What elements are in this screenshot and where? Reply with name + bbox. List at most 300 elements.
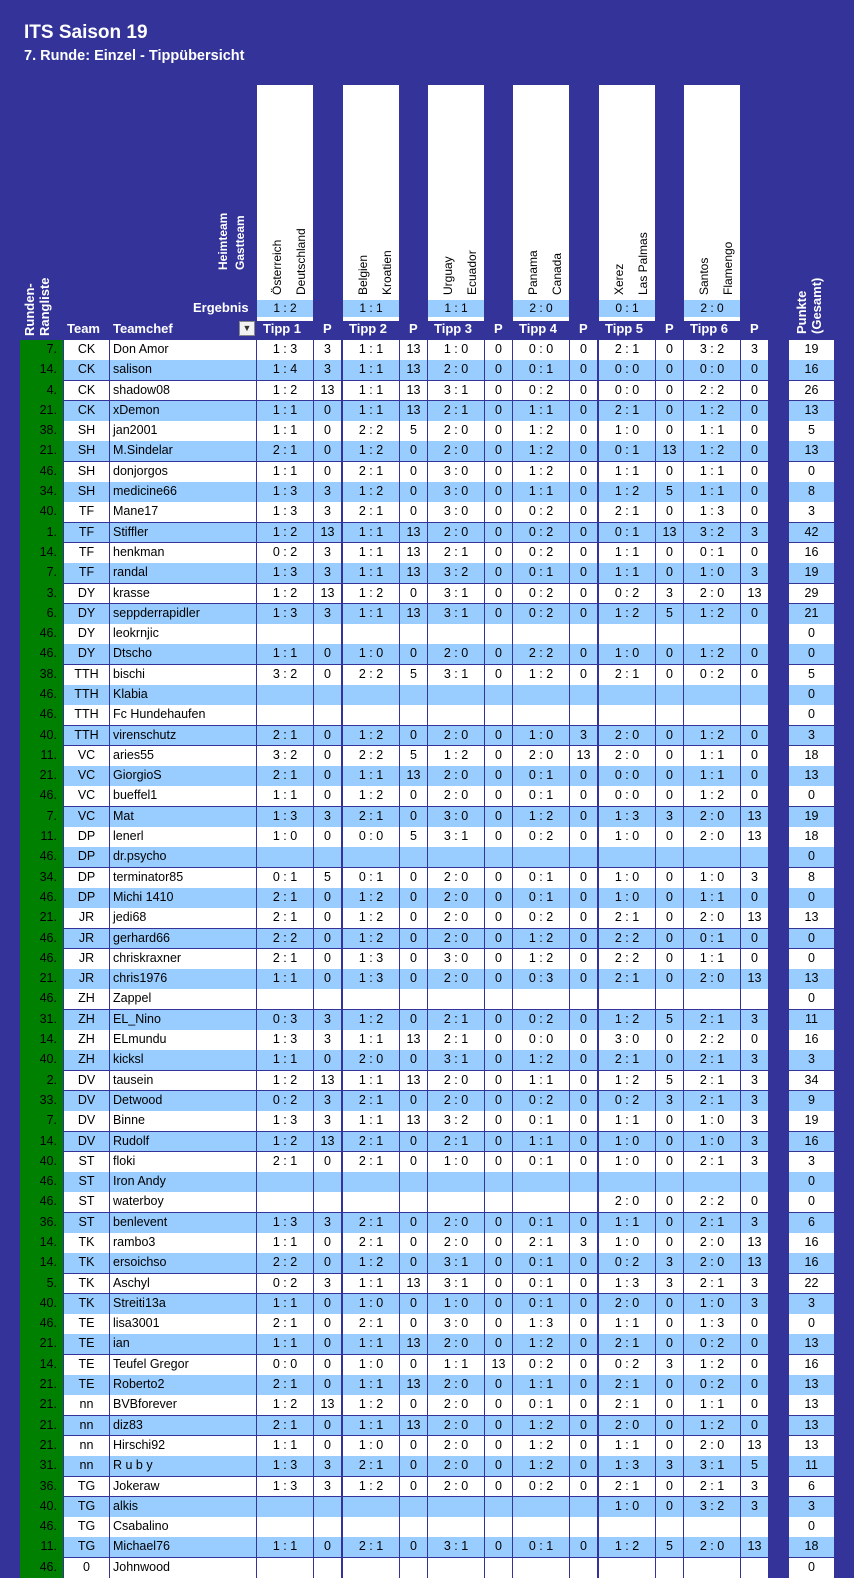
total-points-cell: 34 [789, 1071, 834, 1091]
tipp-cell: 3 : 1 [428, 665, 484, 685]
tipp-cell: 0 : 2 [257, 543, 313, 563]
rank-cell: 21. [39, 1336, 57, 1351]
teamchef-cell: Jokeraw [110, 1477, 256, 1497]
points-cell: 0 [570, 360, 597, 380]
points-cell [485, 705, 512, 725]
tipp-cell: 1 : 2 [599, 1010, 655, 1030]
teamchef-cell: Michael76 [110, 1537, 256, 1557]
points-cell: 0 [570, 969, 597, 989]
points-cell: 0 [485, 482, 512, 502]
tipp-cell: 0 : 1 [513, 360, 569, 380]
points-cell: 5 [400, 746, 427, 766]
tipp-cell [428, 705, 484, 725]
tipp-cell [343, 1517, 399, 1537]
points-cell: 0 [656, 360, 683, 380]
teamchef-cell: lenerl [110, 827, 256, 847]
points-cell: 0 [400, 786, 427, 806]
points-cell: 0 [485, 644, 512, 664]
points-cell [570, 847, 597, 867]
rank-cell: 36. [39, 1214, 57, 1229]
tipp-cell: 3 : 0 [428, 482, 484, 502]
table-row [0, 766, 854, 786]
points-cell [400, 705, 427, 725]
points-cell: 0 [485, 462, 512, 482]
total-points-cell: 11 [789, 1456, 834, 1476]
points-cell: 0 [656, 502, 683, 522]
tipp-cell: 2 : 0 [428, 929, 484, 949]
points-cell: 3 [741, 1213, 768, 1233]
points-cell: 13 [741, 1537, 768, 1557]
team-cell: JR [64, 969, 109, 989]
rank-cell: 46. [39, 626, 57, 641]
tipp-cell: 1 : 2 [599, 482, 655, 502]
tipp-cell: 1 : 0 [599, 1233, 655, 1253]
points-cell: 0 [741, 949, 768, 969]
tipp-cell: 1 : 0 [343, 1355, 399, 1375]
points-cell [485, 1517, 512, 1537]
total-points-cell: 8 [789, 868, 834, 888]
tipp-cell: 0 : 0 [513, 1030, 569, 1050]
tipp-cell: 1 : 1 [343, 1416, 399, 1436]
rank-cell: 38. [39, 666, 57, 681]
tipp-cell: 1 : 1 [343, 340, 399, 360]
points-cell: 3 [314, 563, 341, 583]
tipp-cell: 1 : 0 [599, 868, 655, 888]
points-cell: 3 [741, 1274, 768, 1294]
points-cell: 0 [656, 746, 683, 766]
tipp-cell: 2 : 0 [428, 523, 484, 543]
tipp-cell: 1 : 2 [513, 1334, 569, 1354]
teamchef-cell: krasse [110, 584, 256, 604]
points-cell [741, 989, 768, 1009]
team-cell: JR [64, 929, 109, 949]
table-row [0, 1436, 854, 1456]
tipp-header: Tipp 2 [349, 321, 388, 336]
points-cell: 0 [485, 1132, 512, 1152]
rank-cell: 46. [39, 1519, 57, 1534]
points-cell: 0 [570, 482, 597, 502]
points-cell: 0 [485, 1030, 512, 1050]
points-cell: 3 [314, 1274, 341, 1294]
points-cell: 13 [314, 584, 341, 604]
tipp-cell [513, 1172, 569, 1192]
teamchef-cell: ian [110, 1334, 256, 1354]
tipp-cell: 0 : 2 [684, 1334, 740, 1354]
teamchef-cell: Iron Andy [110, 1172, 256, 1192]
tipp-cell: 1 : 0 [428, 340, 484, 360]
tipp-cell: 1 : 1 [513, 1071, 569, 1091]
points-cell: 0 [400, 929, 427, 949]
table-row [0, 1416, 854, 1436]
tipp-cell: 0 : 1 [513, 1253, 569, 1273]
teamchef-cell: ersoichso [110, 1253, 256, 1273]
tipp-cell: 0 : 0 [513, 340, 569, 360]
table-row [0, 502, 854, 522]
points-cell [570, 1172, 597, 1192]
tipp-cell [599, 1558, 655, 1578]
tipp-header: Tipp 6 [690, 321, 729, 336]
tipp-cell: 1 : 1 [343, 563, 399, 583]
tipp-cell: 0 : 1 [513, 1395, 569, 1415]
points-cell: 13 [656, 523, 683, 543]
points-cell: 0 [570, 604, 597, 624]
tipp-cell: 1 : 2 [257, 1071, 313, 1091]
points-cell: 0 [570, 807, 597, 827]
tipp-cell: 0 : 1 [343, 868, 399, 888]
points-cell: 0 [741, 381, 768, 401]
tipp-cell: 2 : 0 [428, 868, 484, 888]
points-cell: 0 [485, 1416, 512, 1436]
tipp-cell: 2 : 2 [684, 1030, 740, 1050]
tipp-cell: 0 : 0 [599, 766, 655, 786]
tipp-cell: 1 : 2 [513, 665, 569, 685]
points-cell: 0 [314, 665, 341, 685]
points-cell: 3 [741, 340, 768, 360]
teamchef-cell: bueffel1 [110, 786, 256, 806]
tipp-cell: 1 : 3 [257, 1477, 313, 1497]
points-cell: 0 [741, 726, 768, 746]
tipp-cell: 2 : 1 [599, 969, 655, 989]
total-points-cell: 19 [789, 807, 834, 827]
points-cell: 3 [314, 1010, 341, 1030]
tipp-cell: 1 : 1 [343, 381, 399, 401]
tipp-cell: 1 : 2 [343, 1395, 399, 1415]
tipp-cell: 1 : 2 [599, 1071, 655, 1091]
tipp-cell [684, 847, 740, 867]
tipp-header: Tipp 4 [519, 321, 558, 336]
match-result: 0 : 1 [599, 300, 655, 317]
points-cell: 3 [314, 1111, 341, 1131]
points-cell [656, 705, 683, 725]
table-row [0, 1172, 854, 1192]
tipp-cell: 1 : 2 [513, 1436, 569, 1456]
table-row [0, 1558, 854, 1578]
points-cell: 0 [314, 1537, 341, 1557]
team-cell: TG [64, 1517, 109, 1537]
tipp-cell: 1 : 3 [343, 949, 399, 969]
team-cell: DY [64, 584, 109, 604]
total-points-cell: 0 [789, 847, 834, 867]
table-row [0, 665, 854, 685]
points-cell: 0 [485, 523, 512, 543]
tipp-cell: 0 : 3 [513, 969, 569, 989]
table-row [0, 726, 854, 746]
tipp-cell: 2 : 0 [684, 1436, 740, 1456]
points-cell [485, 989, 512, 1009]
tipp-cell: 1 : 3 [257, 340, 313, 360]
tipp-cell: 0 : 3 [257, 1010, 313, 1030]
tipp-cell: 3 : 0 [428, 807, 484, 827]
rank-cell: 40. [39, 1153, 57, 1168]
team-cell: TTH [64, 726, 109, 746]
total-points-cell: 0 [789, 1192, 834, 1212]
points-cell: 0 [570, 868, 597, 888]
tipp-cell: 0 : 1 [513, 1213, 569, 1233]
table-row [0, 1537, 854, 1557]
tipp-cell: 2 : 1 [257, 908, 313, 928]
team-cell: DV [64, 1091, 109, 1111]
tipp-cell: 0 : 0 [684, 360, 740, 380]
punkte-gesamt-label: Punkte (Gesamt) [794, 277, 824, 334]
rank-cell: 5. [46, 1275, 57, 1290]
points-cell: 3 [570, 726, 597, 746]
tipp-cell [513, 1192, 569, 1212]
points-cell: 0 [314, 441, 341, 461]
points-cell: 0 [741, 502, 768, 522]
table-row [0, 482, 854, 502]
tipp-cell: 1 : 2 [257, 381, 313, 401]
points-cell: 3 [314, 1091, 341, 1111]
points-cell: 3 [741, 1152, 768, 1172]
points-cell: 0 [570, 381, 597, 401]
tipp-cell: 1 : 1 [599, 1111, 655, 1131]
team-cell: DY [64, 624, 109, 644]
points-cell: 0 [570, 543, 597, 563]
points-cell: 0 [741, 1334, 768, 1354]
total-points-cell: 16 [789, 543, 834, 563]
points-cell: 0 [314, 766, 341, 786]
tipp-cell [257, 624, 313, 644]
table-row [0, 1253, 854, 1273]
teamchef-cell: Dtscho [110, 644, 256, 664]
points-cell [656, 685, 683, 705]
page-title: ITS Saison 19 [24, 22, 148, 43]
tipp-cell: 2 : 1 [684, 1050, 740, 1070]
team-cell: CK [64, 401, 109, 421]
points-cell [314, 685, 341, 705]
team-cell: nn [64, 1395, 109, 1415]
points-cell [656, 1558, 683, 1578]
team-cell: ZH [64, 1050, 109, 1070]
points-cell: 0 [570, 929, 597, 949]
tipp-cell: 1 : 1 [684, 421, 740, 441]
tipp-cell: 1 : 1 [257, 1294, 313, 1314]
points-cell [570, 1192, 597, 1212]
points-cell: 3 [314, 543, 341, 563]
tipp-cell: 2 : 1 [257, 1152, 313, 1172]
rank-cell: 46. [39, 687, 57, 702]
tipp-cell: 2 : 0 [684, 1253, 740, 1273]
tipp-cell [599, 847, 655, 867]
rank-cell: 46. [39, 1194, 57, 1209]
teamchef-cell: medicine66 [110, 482, 256, 502]
points-cell [400, 1172, 427, 1192]
team-cell: DP [64, 847, 109, 867]
points-cell: 0 [741, 421, 768, 441]
tipp-cell: 1 : 0 [343, 644, 399, 664]
tipp-cell: 1 : 0 [599, 1132, 655, 1152]
points-cell: 0 [485, 1091, 512, 1111]
points-cell: 0 [656, 1132, 683, 1152]
points-cell: 5 [741, 1456, 768, 1476]
tipp-cell [257, 705, 313, 725]
table-row [0, 807, 854, 827]
table-row [0, 1334, 854, 1354]
rank-cell: 21. [39, 402, 57, 417]
tipp-cell: 2 : 0 [428, 1416, 484, 1436]
points-cell [570, 685, 597, 705]
points-cell: 0 [485, 1314, 512, 1334]
tipp-cell: 1 : 3 [257, 1030, 313, 1050]
tipp-cell: 0 : 2 [513, 1010, 569, 1030]
filter-dropdown-icon[interactable]: ▼ [239, 321, 255, 336]
tipp-cell: 1 : 1 [343, 1334, 399, 1354]
table-row [0, 1071, 854, 1091]
points-cell: 3 [741, 1050, 768, 1070]
points-cell [741, 685, 768, 705]
points-cell: 3 [656, 584, 683, 604]
tipp-cell: 2 : 1 [343, 1213, 399, 1233]
tipp-cell: 3 : 2 [428, 1111, 484, 1131]
total-points-cell: 16 [789, 1030, 834, 1050]
tipp-cell: 1 : 3 [343, 969, 399, 989]
total-points-cell: 26 [789, 381, 834, 401]
points-cell: 0 [485, 888, 512, 908]
table-row [0, 1111, 854, 1131]
team-cell: ST [64, 1152, 109, 1172]
team-cell: nn [64, 1436, 109, 1456]
tipp-cell: 0 : 0 [599, 360, 655, 380]
total-points-cell: 0 [789, 1314, 834, 1334]
tipp-cell: 1 : 2 [513, 441, 569, 461]
table-row [0, 604, 854, 624]
match-result: 1 : 1 [343, 300, 399, 317]
points-cell: 0 [570, 644, 597, 664]
total-points-cell: 0 [789, 705, 834, 725]
points-cell: 5 [656, 604, 683, 624]
tipp-cell [513, 847, 569, 867]
table-row [0, 949, 854, 969]
table-row [0, 969, 854, 989]
tipp-cell: 3 : 1 [428, 381, 484, 401]
teamchef-cell: GiorgioS [110, 766, 256, 786]
points-cell: 13 [741, 807, 768, 827]
points-cell: 0 [741, 1375, 768, 1395]
tipp-cell: 0 : 2 [513, 1091, 569, 1111]
points-cell: 0 [570, 401, 597, 421]
tipp-cell: 2 : 0 [428, 644, 484, 664]
points-cell: 0 [400, 1314, 427, 1334]
teamchef-cell: shadow08 [110, 381, 256, 401]
tipp-cell: 0 : 2 [513, 523, 569, 543]
tipp-cell: 1 : 0 [684, 1132, 740, 1152]
tipp-cell: 3 : 0 [428, 949, 484, 969]
total-points-cell: 9 [789, 1091, 834, 1111]
tipp-cell: 1 : 1 [684, 746, 740, 766]
teamchef-cell: bischi [110, 665, 256, 685]
points-cell: 5 [400, 665, 427, 685]
points-cell: 0 [656, 1192, 683, 1212]
points-header: P [323, 321, 332, 336]
match-result: 1 : 1 [428, 300, 484, 317]
tipp-cell: 1 : 1 [513, 1375, 569, 1395]
tipp-cell [257, 847, 313, 867]
points-cell: 0 [314, 462, 341, 482]
rank-cell: 38. [39, 423, 57, 438]
points-cell: 0 [741, 766, 768, 786]
rank-cell: 40. [39, 727, 57, 742]
points-cell [570, 1497, 597, 1517]
tipp-cell [343, 1558, 399, 1578]
points-header: P [665, 321, 674, 336]
points-cell: 0 [485, 1395, 512, 1415]
points-cell: 0 [741, 1192, 768, 1212]
points-cell: 13 [400, 1071, 427, 1091]
tipp-cell: 1 : 2 [684, 1355, 740, 1375]
points-cell: 0 [485, 929, 512, 949]
total-points-cell: 13 [789, 1436, 834, 1456]
teamchef-cell: dr.psycho [110, 847, 256, 867]
points-cell: 3 [741, 1111, 768, 1131]
rank-cell: 14. [39, 1032, 57, 1047]
team-cell: SH [64, 462, 109, 482]
points-cell: 0 [570, 1111, 597, 1131]
points-cell: 3 [741, 1071, 768, 1091]
rank-cell: 40. [39, 1498, 57, 1513]
ergebnis-label: Ergebnis [193, 300, 249, 315]
tipp-cell: 1 : 2 [684, 726, 740, 746]
tipp-cell [428, 624, 484, 644]
tipp-cell: 2 : 0 [428, 1071, 484, 1091]
tipp-cell: 1 : 2 [684, 441, 740, 461]
tipp-cell [684, 1172, 740, 1192]
points-cell: 13 [570, 746, 597, 766]
total-points-cell: 13 [789, 908, 834, 928]
match-result: 2 : 0 [684, 300, 740, 317]
points-cell: 0 [485, 908, 512, 928]
tipp-cell: 2 : 2 [257, 1253, 313, 1273]
tipp-cell [257, 1517, 313, 1537]
team-cell: SH [64, 441, 109, 461]
table-row [0, 1314, 854, 1334]
team-cell: TTH [64, 705, 109, 725]
tipp-cell: 0 : 1 [513, 766, 569, 786]
table-row [0, 1132, 854, 1152]
points-cell: 5 [656, 1010, 683, 1030]
tipp-cell: 1 : 3 [257, 563, 313, 583]
tipp-cell: 0 : 2 [684, 665, 740, 685]
tipp-cell: 1 : 0 [428, 1294, 484, 1314]
teamchef-cell: Streiti13a [110, 1294, 256, 1314]
total-points-cell: 0 [789, 989, 834, 1009]
points-cell: 0 [314, 969, 341, 989]
points-cell: 0 [485, 1233, 512, 1253]
tipp-cell: 0 : 2 [599, 1355, 655, 1375]
table-row [0, 786, 854, 806]
team-cell: TG [64, 1497, 109, 1517]
tipp-cell: 0 : 2 [257, 1091, 313, 1111]
points-cell: 0 [485, 868, 512, 888]
team-cell: CK [64, 381, 109, 401]
tipp-cell: 0 : 2 [684, 1375, 740, 1395]
total-points-cell: 0 [789, 1517, 834, 1537]
total-points-cell: 3 [789, 1152, 834, 1172]
tipp-cell: 1 : 1 [343, 523, 399, 543]
points-cell: 0 [400, 949, 427, 969]
tipp-cell: 0 : 1 [513, 1294, 569, 1314]
points-cell: 0 [656, 340, 683, 360]
tipp-cell: 2 : 1 [343, 1132, 399, 1152]
team-cell: JR [64, 949, 109, 969]
rank-cell: 46. [39, 1174, 57, 1189]
points-cell: 0 [570, 888, 597, 908]
tipp-cell: 2 : 2 [343, 665, 399, 685]
points-cell: 0 [400, 1294, 427, 1314]
tipp-cell: 2 : 0 [428, 441, 484, 461]
tipp-cell: 2 : 2 [684, 1192, 740, 1212]
points-cell: 13 [400, 340, 427, 360]
rank-cell: 40. [39, 1295, 57, 1310]
